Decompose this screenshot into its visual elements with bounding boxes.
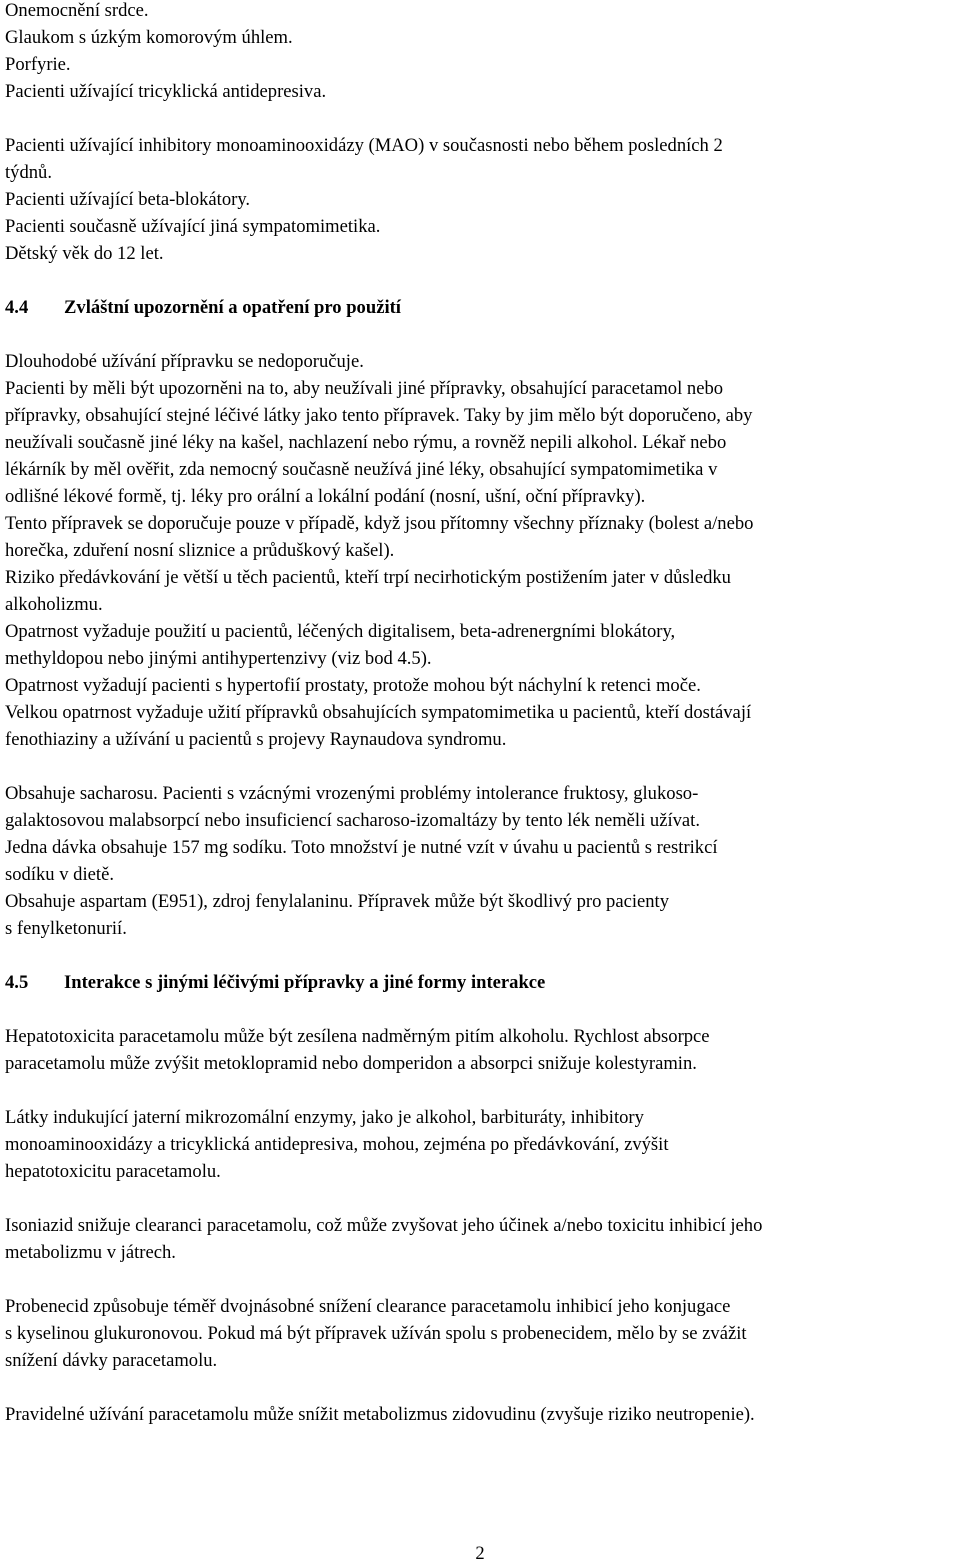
interaction-paragraph — [5, 1293, 957, 1374]
text-line: Jedna dávka obsahuje 157 mg sodíku. Toto množství je nutné vzít v úvahu u pacientů s restrikcí — [5, 837, 718, 858]
spacer — [5, 105, 957, 132]
text-line: horečka, zduření nosní sliznice a průduškový kašel). — [5, 540, 395, 561]
list-item: Pacienti užívající beta-blokátory. — [5, 189, 251, 210]
text-line: Tento přípravek se doporučuje pouze v případě, když jsou přítomny všechny příznaky (bolest a/nebo — [5, 513, 754, 534]
text-line: metabolizmu v játrech. — [5, 1242, 176, 1263]
text-line: Hepatotoxicita paracetamolu může být zesílena nadměrným pitím alkoholu. Rychlost absorpce — [5, 1026, 710, 1047]
text-line: přípravky, obsahující stejné léčivé látky jako tento přípravek. Taky by jim mělo být doporučeno, aby — [5, 405, 753, 426]
section-number: 4.4 — [5, 297, 29, 318]
spacer — [5, 267, 957, 294]
document-page — [5, 0, 957, 1428]
text-line: monoaminooxidázy a tricyklická antidepresiva, mohou, zejména po předávkování, zvýšit — [5, 1134, 669, 1155]
contraindication-list — [5, 0, 957, 267]
page-number: 2 — [475, 1543, 485, 1564]
spacer — [5, 996, 957, 1023]
text-line: Isoniazid snižuje clearanci paracetamolu, což může zvyšovat jeho účinek a/nebo toxicitu inhibicí jeho — [5, 1215, 763, 1236]
text-line: fenothiaziny a užívání u pacientů s projevy Raynaudova syndromu. — [5, 729, 507, 750]
text-line: Obsahuje aspartam (E951), zdroj fenylalaninu. Přípravek může být škodlivý pro pacienty — [5, 891, 670, 912]
text-line: snížení dávky paracetamolu. — [5, 1350, 218, 1371]
interaction-paragraph — [5, 1104, 957, 1185]
text-line: Velkou opatrnost vyžaduje užití přípravků obsahujících sympatomimetika u pacientů, kteří dostávají — [5, 702, 752, 723]
text-line: galaktosovou malabsorpcí nebo insuficiencí sacharoso-izomaltázy by tento lék neměli užívat. — [5, 810, 700, 831]
text-line: odlišné lékové formě, tj. léky pro orální a lokální podání (nosní, ušní, oční přípravky). — [5, 486, 646, 507]
spacer — [5, 942, 957, 969]
text-line: s fenylketonurií. — [5, 918, 127, 939]
text-line: Riziko předávkování je větší u těch pacientů, kteří trpí necirhotickým postižením jater v důsledku — [5, 567, 731, 588]
text-line: hepatotoxicitu paracetamolu. — [5, 1161, 221, 1182]
list-item: Onemocnění srdce. — [5, 0, 149, 21]
section-title: Interakce s jinými léčivými přípravky a jiné formy interakce — [64, 972, 546, 993]
interaction-paragraph — [5, 1401, 957, 1428]
text-line: Opatrnost vyžadují pacienti s hypertofií prostaty, protože mohou být náchylní k retenci moče. — [5, 675, 701, 696]
list-item: Pacienti současně užívající jiná sympatomimetika. — [5, 216, 381, 237]
text-line: Probenecid způsobuje téměř dvojnásobné snížení clearance paracetamolu inhibicí jeho konjugace — [5, 1296, 731, 1317]
text-line: methyldopou nebo jinými antihypertenzivy (viz bod 4.5). — [5, 648, 432, 669]
text-line: Pacienti by měli být upozorněni na to, aby neužívali jiné přípravky, obsahující paracetamol nebo — [5, 378, 724, 399]
section-body-4-4 — [5, 348, 957, 753]
list-item: týdnů. — [5, 162, 53, 183]
text-line: alkoholizmu. — [5, 594, 103, 615]
list-item: Pacienti užívající inhibitory monoaminooxidázy (MAO) v současnosti nebo během posledních 2 — [5, 135, 723, 156]
spacer — [5, 321, 957, 348]
list-item: Dětský věk do 12 let. — [5, 243, 164, 264]
list-item: Pacienti užívající tricyklická antidepresiva. — [5, 81, 327, 102]
text-line: lékárník by měl ověřit, zda nemocný současně neužívá jiné léky, obsahující sympatomimetika v — [5, 459, 718, 480]
text-line: Obsahuje sacharosu. Pacienti s vzácnými vrozenými problémy intolerance fruktosy, glukoso- — [5, 783, 699, 804]
text-line: Látky indukující jaterní mikrozomální enzymy, jako je alkohol, barbituráty, inhibitory — [5, 1107, 644, 1128]
spacer — [5, 1185, 957, 1212]
text-line: Opatrnost vyžaduje použití u pacientů, léčených digitalisem, beta-adrenergními blokátory, — [5, 621, 676, 642]
spacer — [5, 1266, 957, 1293]
text-line: Pravidelné užívání paracetamolu může snížit metabolizmus zidovudinu (zvyšuje riziko neutropenie). — [5, 1404, 755, 1425]
text-line: sodíku v dietě. — [5, 864, 114, 885]
excipient-warnings — [5, 780, 957, 942]
interaction-paragraph — [5, 1023, 957, 1077]
list-item: Porfyrie. — [5, 54, 71, 75]
list-item: Glaukom s úzkým komorovým úhlem. — [5, 27, 293, 48]
spacer — [5, 753, 957, 780]
text-line: Dlouhodobé užívání přípravku se nedoporučuje. — [5, 351, 364, 372]
spacer — [5, 1374, 957, 1401]
section-heading-4-4 — [5, 294, 957, 321]
text-line: s kyselinou glukuronovou. Pokud má být přípravek užíván spolu s probenecidem, mělo by se zvážit — [5, 1323, 747, 1344]
text-line: paracetamolu může zvýšit metoklopramid nebo domperidon a absorpci snižuje kolestyramin. — [5, 1053, 697, 1074]
spacer — [5, 1077, 957, 1104]
section-title: Zvláštní upozornění a opatření pro použití — [64, 297, 401, 318]
section-number: 4.5 — [5, 972, 29, 993]
interaction-paragraph — [5, 1212, 957, 1266]
section-heading-4-5 — [5, 969, 957, 996]
text-line: neužívali současně jiné léky na kašel, nachlazení nebo rýmu, a rovněž nepili alkohol. Lékař nebo — [5, 432, 727, 453]
